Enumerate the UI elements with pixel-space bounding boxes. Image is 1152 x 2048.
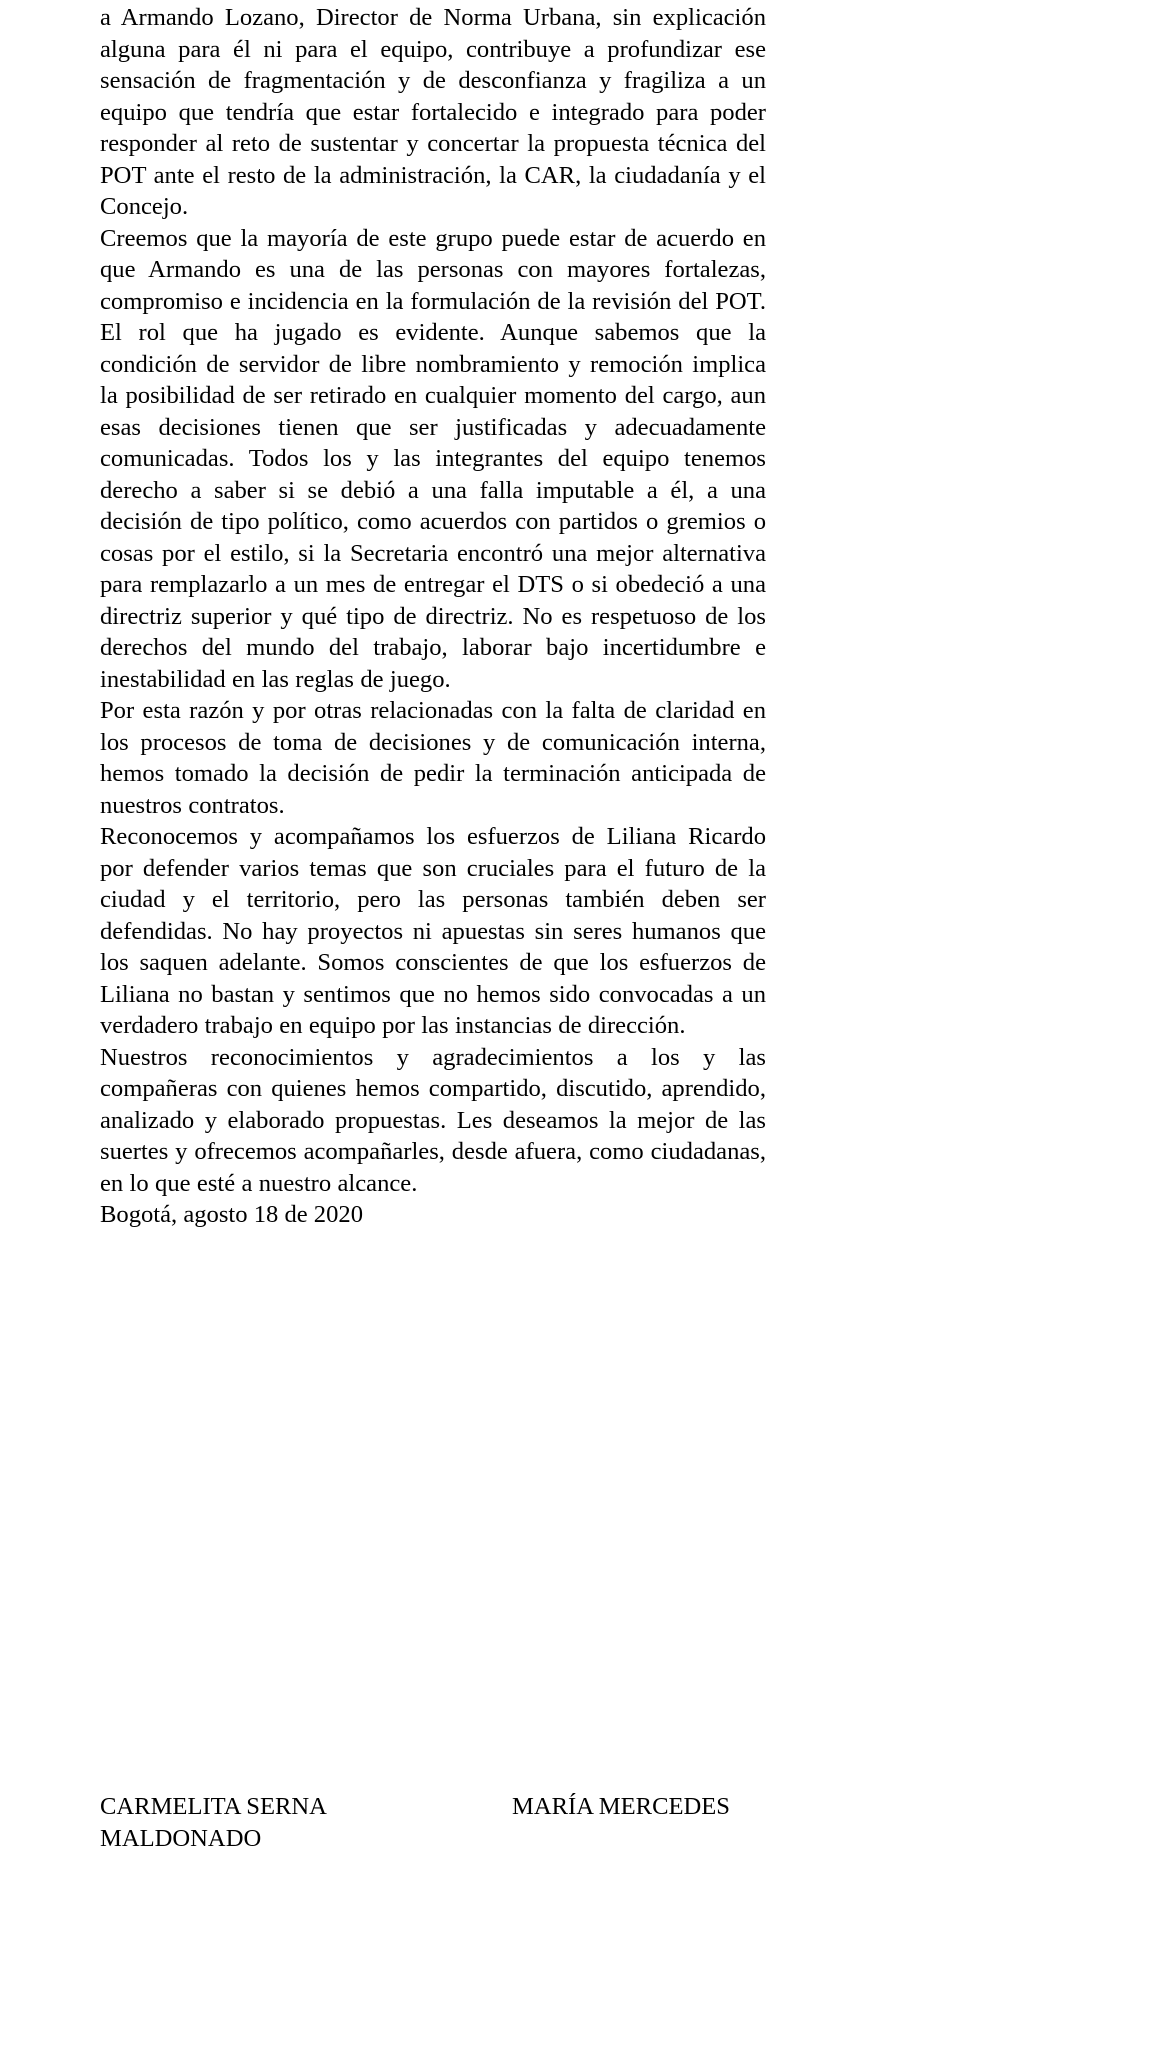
- signature-left-line-1: CARMELITA SERNA: [100, 1793, 327, 1820]
- signature-right: [512, 1791, 812, 1823]
- signature-left: [100, 1791, 480, 1854]
- paragraph-2: Creemos que la mayoría de este grupo puede estar de acuerdo en que Armando es una de las personas con mayores fortalezas, compromiso e incidencia en la formulación de la revisión del POT. El rol que ha jugado es evidente. Aunque sabemos que la condición de servidor de libre nombramiento y remoción implica la posibilidad de ser retirado en cualquier momento del cargo, aun esas decisiones tienen que ser justificadas y adecuadamente comunicadas. Todos los y las integrantes del equipo tenemos derecho a saber si se debió a una falla imputable a él, a una decisión de tipo político, como acuerdos con partidos o gremios o cosas por el estilo, si la Secretaria encontró una mejor alternativa para remplazarlo a un mes de entregar el DTS o si obedeció a una directriz superior y qué tipo de directriz. No es respetuoso de los derechos del mundo del trabajo, laborar bajo incertidumbre e inestabilidad en las reglas de juego.: [100, 224, 766, 693]
- paragraph-3: Por esta razón y por otras relacionadas con la falta de claridad en los procesos de toma de decisiones y de comunicación interna, hemos tomado la decisión de pedir la terminación anticipada de nuestros contratos.: [100, 697, 766, 819]
- paragraph-1: a Armando Lozano, Director de Norma Urbana, sin explicación alguna para él ni para el equipo, contribuye a profundizar ese sensación de fragmentación y de desconfianza y fragiliza a un equipo que tendría que estar fortalecido e integrado para poder responder al reto de sustentar y concertar la propuesta técnica del POT ante el resto de la administración, la CAR, la ciudadanía y el Concejo.: [100, 4, 766, 220]
- paragraph-4: Reconocemos y acompañamos los esfuerzos de Liliana Ricardo por defender varios temas que son cruciales para el futuro de la ciudad y el territorio, pero las personas también deben ser defendidas. No hay proyectos ni apuestas sin seres humanos que los saquen adelante. Somos conscientes de que los esfuerzos de Liliana no bastan y sentimos que no hemos sido convocadas a un verdadero trabajo en equipo por las instancias de dirección.: [100, 823, 766, 1039]
- signature-left-line-2: MALDONADO: [100, 1824, 262, 1852]
- signature-right-line-1: MARÍA MERCEDES: [512, 1793, 730, 1820]
- paragraph-5: Nuestros reconocimientos y agradecimientos a los y las compañeras con quienes hemos compartido, discutido, aprendido, analizado y elaborado propuestas. Les deseamos la mejor de las suertes y ofrecemos acompañarles, desde afuera, como ciudadanas, en lo que esté a nuestro alcance.: [100, 1043, 766, 1197]
- document-text-body: [100, 2, 766, 1231]
- dateline: Bogotá, agosto 18 de 2020: [100, 1201, 363, 1228]
